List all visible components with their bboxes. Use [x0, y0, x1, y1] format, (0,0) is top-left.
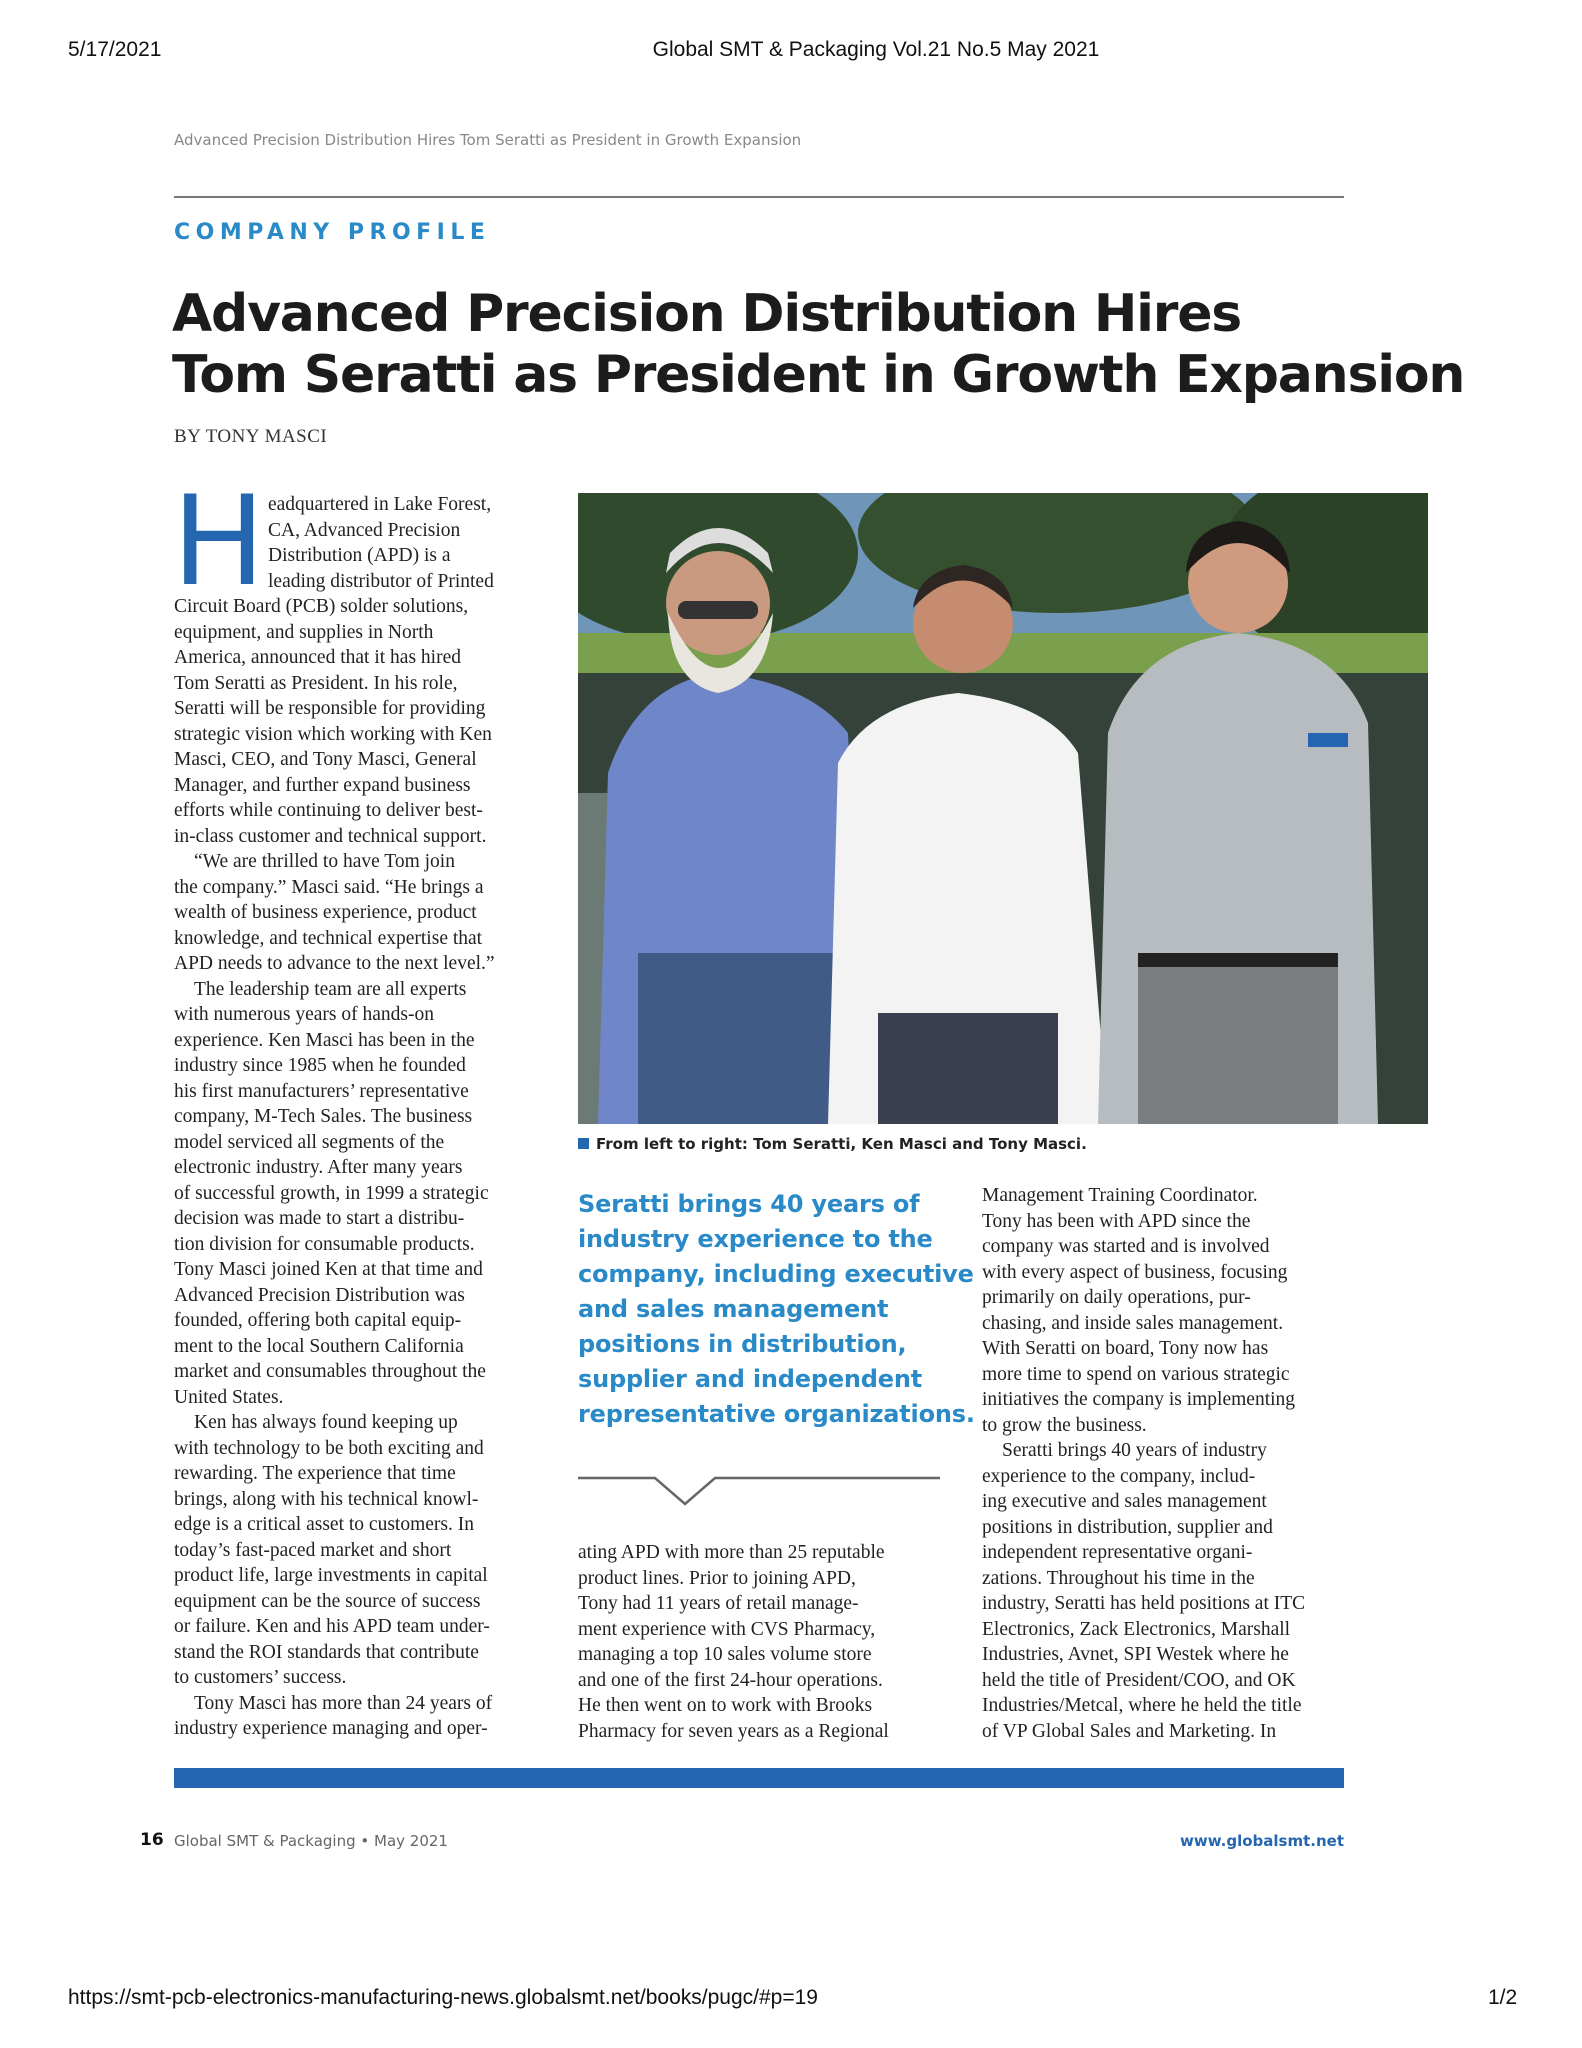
pull-quote-line: company, including executive [578, 1260, 974, 1288]
drop-cap: H [172, 470, 266, 614]
text-line: or failure. Ken and his APD team under- [174, 1616, 490, 1637]
text-line: product life, large investments in capital [174, 1565, 488, 1586]
column-3 [982, 1183, 1305, 1744]
text-line: experience to the company, includ- [982, 1465, 1256, 1487]
photo [578, 493, 1428, 1124]
text-line: ing executive and sales management [982, 1491, 1267, 1512]
text-line: Tony Masci joined Ken at that time and [174, 1259, 483, 1280]
text-line: brings, along with his technical knowl- [174, 1488, 479, 1510]
text-line: initiatives the company is implementing [982, 1389, 1296, 1410]
text-line: equipment can be the source of success [174, 1590, 481, 1612]
print-url: https://smt-pcb-electronics-manufacturing-news.globalsmt.net/books/pugc/#p=19 [68, 1986, 818, 2009]
text-line: and one of the first 24-hour operations. [578, 1669, 883, 1691]
text-line: chasing, and inside sales management. [982, 1312, 1284, 1334]
text-line: ment to the local Southern California [174, 1335, 464, 1357]
text-line: Ken has always found keeping up [194, 1412, 458, 1433]
text-line: Tony has been with APD since the [982, 1210, 1251, 1232]
text-line: ment experience with CVS Pharmacy, [578, 1618, 876, 1640]
pull-quote-line: supplier and independent [578, 1365, 922, 1393]
text-line: in-class customer and technical support. [174, 825, 487, 847]
text-line: Management Training Coordinator. [982, 1185, 1258, 1206]
text-line: of VP Global Sales and Marketing. In [982, 1720, 1277, 1742]
text-line: United States. [174, 1386, 284, 1408]
text-line: Masci, CEO, and Tony Masci, General [174, 749, 477, 770]
page-number: 16 [140, 1830, 164, 1850]
headline-line: Tom Seratti as President in Growth Expansion [172, 345, 1465, 405]
text-line: electronic industry. After many years [174, 1157, 463, 1178]
text-line: to grow the business. [982, 1414, 1147, 1436]
byline: BY TONY MASCI [174, 426, 328, 447]
text-line: Industries, Avnet, SPI Westek where he [982, 1644, 1289, 1665]
text-line: Electronics, Zack Electronics, Marshall [982, 1618, 1291, 1640]
text-line: industry since 1985 when he founded [174, 1055, 466, 1076]
text-line: with technology to be both exciting and [174, 1437, 484, 1459]
print-title: Global SMT & Packaging Vol.21 No.5 May 2021 [652, 38, 1100, 61]
text-line: equipment, and supplies in North [174, 621, 434, 643]
caption-square-icon [578, 1138, 589, 1149]
text-line: to customers’ success. [174, 1667, 347, 1688]
pull-quote-line: Seratti brings 40 years of [578, 1190, 920, 1218]
column-1 [172, 470, 495, 1742]
text-line: market and consumables throughout the [174, 1361, 486, 1382]
text-line: held the title of President/COO, and OK [982, 1669, 1296, 1691]
text-line: Tony Masci has more than 24 years of [194, 1692, 493, 1714]
text-line: The leadership team are all experts [194, 978, 467, 1000]
text-line: Advanced Precision Distribution was [174, 1284, 465, 1306]
text-line: company, M-Tech Sales. The business [174, 1106, 473, 1127]
text-line: positions in distribution, supplier and [982, 1516, 1273, 1538]
text-line: product lines. Prior to joining APD, [578, 1567, 856, 1589]
text-line: APD needs to advance to the next level.” [174, 953, 495, 974]
text-line: Manager, and further expand business [174, 774, 471, 796]
text-line: “We are thrilled to have Tom join [194, 851, 455, 872]
text-line: model serviced all segments of the [174, 1131, 445, 1153]
text-line: Seratti brings 40 years of industry [1002, 1440, 1267, 1461]
text-line: Seratti will be responsible for providing [174, 698, 486, 719]
text-line: experience. Ken Masci has been in the [174, 1029, 475, 1051]
text-line: decision was made to start a distribu- [174, 1208, 465, 1229]
pull-quote-line: positions in distribution, [578, 1330, 907, 1358]
text-line: independent representative organi- [982, 1542, 1253, 1563]
text-line: company was started and is involved [982, 1236, 1270, 1257]
text-line: tion division for consumable products. [174, 1233, 475, 1255]
text-line: with every aspect of business, focusing [982, 1261, 1288, 1283]
text-line: today’s fast-paced market and short [174, 1539, 452, 1561]
text-line: CA, Advanced Precision [268, 519, 461, 541]
running-header: Advanced Precision Distribution Hires Tom Seratti as President in Growth Expansion [174, 131, 802, 149]
headline [172, 284, 1464, 406]
text-line: founded, offering both capital equip- [174, 1310, 462, 1331]
text-line: Tom Seratti as President. In his role, [174, 672, 458, 694]
text-line: efforts while continuing to deliver best- [174, 800, 483, 821]
text-line: strategic vision which working with Ken [174, 723, 492, 745]
text-line: eadquartered in Lake Forest, [268, 494, 492, 515]
pull-quote-divider [578, 1466, 940, 1506]
text-line: rewarding. The experience that time [174, 1463, 456, 1484]
pull-quote-line: and sales management [578, 1295, 889, 1323]
header-rule [174, 196, 1344, 198]
text-line: stand the ROI standards that contribute [174, 1641, 479, 1663]
photo-image [578, 493, 1428, 1124]
text-line: zations. Throughout his time in the [982, 1567, 1255, 1589]
text-line: more time to spend on various strategic [982, 1363, 1290, 1385]
pull-quote [578, 1187, 975, 1432]
text-line: industry experience managing and oper- [174, 1718, 488, 1739]
text-line: with numerous years of hands-on [174, 1004, 434, 1025]
publication-info: Global SMT & Packaging • May 2021 [174, 1832, 448, 1850]
pull-quote-line: representative organizations. [578, 1400, 975, 1428]
text-line: his first manufacturers’ representative [174, 1080, 469, 1102]
footer-bar [174, 1768, 1344, 1788]
print-page-count: 1/2 [1488, 1986, 1518, 2009]
text-line: primarily on daily operations, pur- [982, 1287, 1251, 1308]
text-line: of successful growth, in 1999 a strategic [174, 1182, 489, 1204]
text-line: leading distributor of Printed [268, 570, 494, 592]
pull-quote-line: industry experience to the [578, 1225, 933, 1253]
text-line: the company.” Masci said. “He brings a [174, 876, 484, 898]
text-line: Pharmacy for seven years as a Regional [578, 1720, 889, 1742]
caption-text: From left to right: Tom Seratti, Ken Masci and Tony Masci. [596, 1135, 1087, 1153]
headline-line: Advanced Precision Distribution Hires [172, 284, 1242, 344]
photo-caption [578, 1135, 1087, 1153]
text-line: With Seratti on board, Tony now has [982, 1338, 1269, 1359]
text-line: managing a top 10 sales volume store [578, 1644, 872, 1665]
text-line: Industries/Metcal, where he held the title [982, 1695, 1302, 1716]
text-line: Circuit Board (PCB) solder solutions, [174, 596, 469, 617]
website-link[interactable]: www.globalsmt.net [1180, 1832, 1344, 1850]
text-line: industry, Seratti has held positions at ITC [982, 1593, 1306, 1614]
text-line: He then went on to work with Brooks [578, 1695, 873, 1716]
text-line: Tony had 11 years of retail manage- [578, 1593, 859, 1614]
text-line: Distribution (APD) is a [268, 545, 451, 566]
text-line: ating APD with more than 25 reputable [578, 1542, 885, 1563]
text-line: edge is a critical asset to customers. In [174, 1514, 474, 1535]
text-line: America, announced that it has hired [174, 647, 461, 668]
section-kicker: COMPANY PROFILE [174, 220, 491, 245]
column-2 [578, 1540, 889, 1744]
text-line: knowledge, and technical expertise that [174, 927, 483, 949]
print-date: 5/17/2021 [68, 38, 162, 61]
text-line: wealth of business experience, product [174, 902, 477, 923]
